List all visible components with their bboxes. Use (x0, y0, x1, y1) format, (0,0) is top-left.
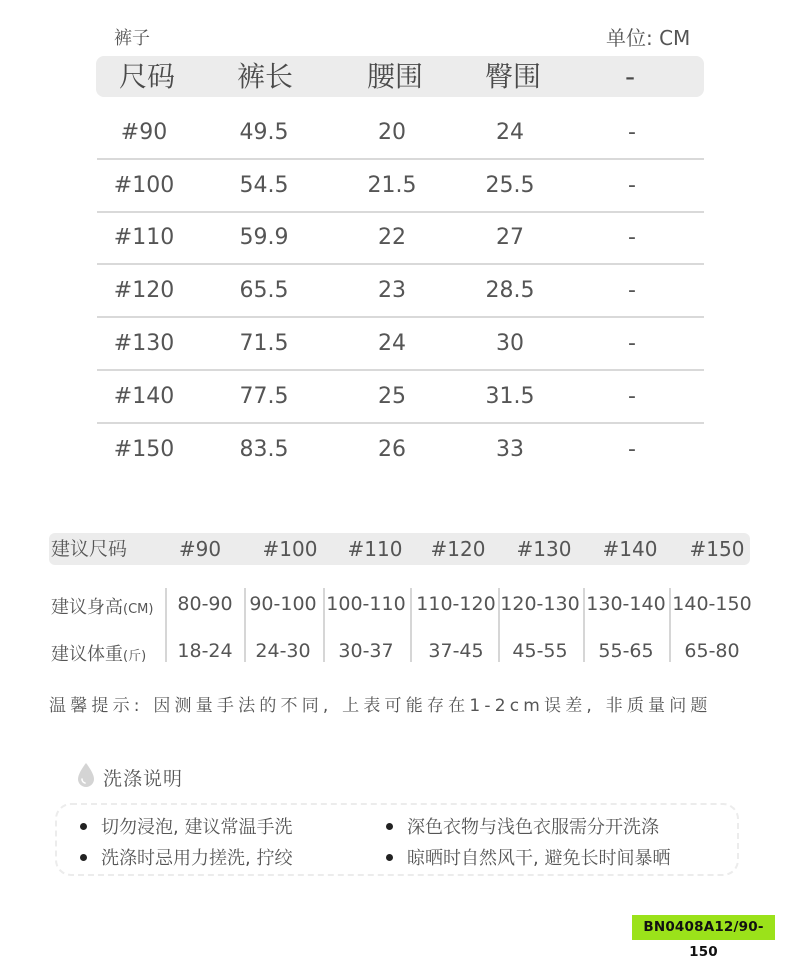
column-divider (583, 588, 585, 662)
cell-waist: 26 (378, 437, 406, 462)
cell-size: #100 (113, 173, 175, 198)
cell-hip: 33 (496, 437, 524, 462)
table-row (97, 265, 704, 318)
column-divider (165, 588, 167, 662)
cell-waist: 23 (378, 278, 406, 303)
height-unit: (CM) (123, 602, 154, 617)
cell-size: #130 (113, 331, 175, 356)
cell-waist: 22 (378, 225, 406, 250)
column-divider (498, 588, 500, 662)
cell-extra: - (628, 225, 636, 250)
table-row (97, 212, 704, 265)
weight-value: 45-55 (512, 640, 568, 662)
cell-hip: 25.5 (485, 173, 535, 198)
cell-size: #90 (120, 120, 168, 145)
rec-size-150: #150 (689, 537, 745, 561)
cell-size: #150 (113, 437, 175, 462)
header-waist: 腰围 (366, 60, 423, 93)
weight-unit: (斤) (123, 649, 147, 664)
recommended-weight-label (51, 640, 146, 666)
wash-item-text: 晾晒时自然风干, 避免长时间暴晒 (407, 848, 671, 869)
cell-waist: 20 (378, 120, 406, 145)
cell-size: #110 (113, 225, 175, 250)
height-value: 80-90 (177, 593, 233, 615)
cell-waist: 21.5 (367, 173, 417, 198)
category-label: 裤子 (114, 28, 150, 49)
cell-hip: 31.5 (485, 384, 535, 409)
wash-item (386, 844, 670, 870)
water-drop-icon (76, 762, 96, 788)
height-value: 110-120 (416, 593, 496, 615)
table-row (97, 318, 704, 371)
cell-extra: - (628, 278, 636, 303)
cell-length: 77.5 (239, 384, 289, 409)
column-divider (244, 588, 246, 662)
wash-item-text: 洗涤时忌用力搓洗, 拧绞 (101, 848, 293, 869)
recommended-size-label: 建议尺码 (51, 538, 128, 560)
height-value: 130-140 (586, 593, 666, 615)
cell-waist: 25 (378, 384, 406, 409)
cell-hip: 24 (496, 120, 524, 145)
cell-length: 71.5 (239, 331, 289, 356)
column-divider (669, 588, 671, 662)
cell-waist: 24 (378, 331, 406, 356)
header-hip: 臀围 (484, 60, 541, 93)
unit-label: 单位: CM (606, 26, 691, 50)
cell-extra: - (628, 120, 636, 145)
bullet-icon (386, 823, 393, 830)
column-divider (410, 588, 412, 662)
cell-extra: - (628, 437, 636, 462)
height-value: 120-130 (500, 593, 580, 615)
bullet-icon (386, 854, 393, 861)
weight-label-text: 建议体重 (51, 644, 123, 665)
cell-hip: 28.5 (485, 278, 535, 303)
bullet-icon (80, 823, 87, 830)
weight-value: 65-80 (684, 640, 740, 662)
cell-length: 83.5 (239, 437, 289, 462)
table-row (97, 371, 704, 424)
weight-value: 55-65 (598, 640, 654, 662)
washing-title: 洗涤说明 (103, 768, 184, 790)
cell-length: 54.5 (239, 173, 289, 198)
wash-item (80, 813, 292, 839)
weight-value: 37-45 (428, 640, 484, 662)
height-label-text: 建议身高 (51, 597, 123, 618)
wash-item (80, 844, 292, 870)
cell-length: 65.5 (239, 278, 289, 303)
wash-item-text: 深色衣物与浅色衣服需分开洗涤 (407, 817, 659, 838)
header-length: 裤长 (236, 60, 293, 93)
height-value: 140-150 (672, 593, 752, 615)
cell-hip: 30 (496, 331, 524, 356)
header-size: 尺码 (118, 60, 175, 93)
wash-item (386, 813, 659, 839)
wash-item-text: 切勿浸泡, 建议常温手洗 (101, 817, 293, 838)
table-row (97, 160, 704, 213)
cell-length: 49.5 (239, 120, 289, 145)
weight-value: 24-30 (255, 640, 311, 662)
column-divider (323, 588, 325, 662)
cell-extra: - (628, 173, 636, 198)
height-value: 90-100 (249, 593, 317, 615)
rec-size-90: #90 (178, 537, 222, 561)
measurement-tip: 温馨提示: 因测量手法的不同, 上表可能存在1-2cm误差, 非质量问题 (49, 696, 712, 716)
rec-size-100: #100 (262, 537, 318, 561)
cell-size: #120 (113, 278, 175, 303)
height-value: 100-110 (326, 593, 406, 615)
bullet-icon (80, 854, 87, 861)
rec-size-130: #130 (516, 537, 572, 561)
cell-extra: - (628, 384, 636, 409)
table-row (97, 424, 704, 477)
weight-value: 18-24 (177, 640, 233, 662)
rec-size-110: #110 (347, 537, 403, 561)
cell-hip: 27 (496, 225, 524, 250)
rec-size-120: #120 (430, 537, 486, 561)
recommended-height-label (51, 593, 153, 619)
cell-length: 59.9 (239, 225, 289, 250)
table-row (97, 107, 704, 160)
rec-size-140: #140 (602, 537, 658, 561)
header-extra: - (624, 60, 636, 93)
weight-value: 30-37 (338, 640, 394, 662)
sku-tag: BN0408A12/90-150 (632, 915, 775, 940)
cell-size: #140 (113, 384, 175, 409)
cell-extra: - (628, 331, 636, 356)
